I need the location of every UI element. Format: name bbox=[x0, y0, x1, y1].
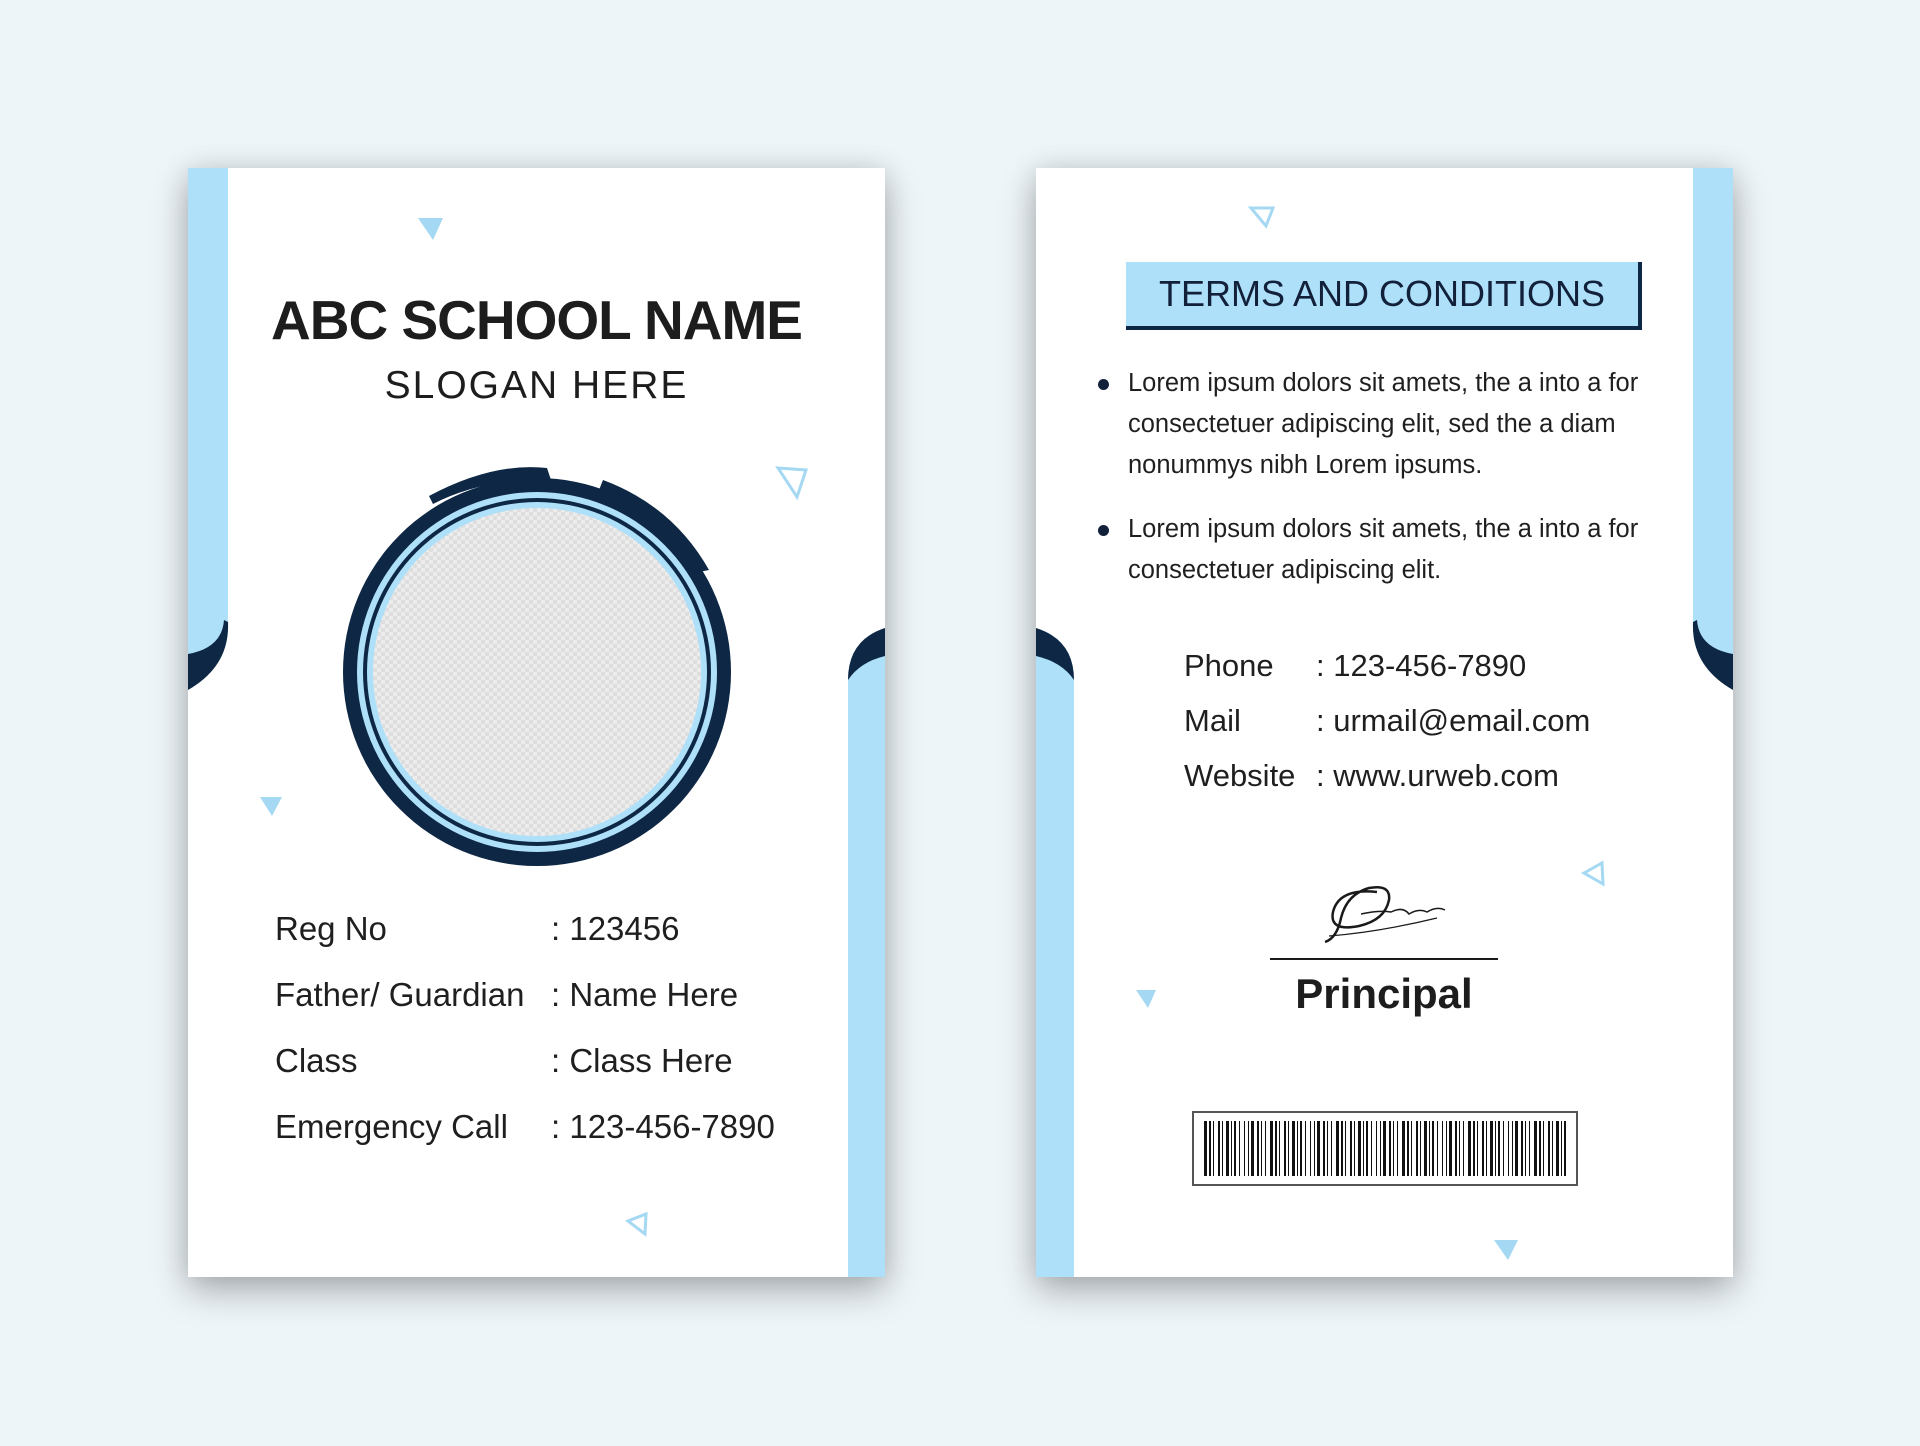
barcode-bar bbox=[1473, 1121, 1475, 1176]
school-slogan: SLOGAN HERE bbox=[384, 364, 689, 407]
barcode-bar bbox=[1265, 1121, 1266, 1176]
barcode-bar bbox=[1310, 1121, 1311, 1176]
barcode-bar bbox=[1432, 1121, 1434, 1176]
barcode-bar bbox=[1508, 1121, 1509, 1176]
barcode-bar bbox=[1525, 1121, 1526, 1176]
terms-item: Lorem ipsum dolors sit amets, the a into a for consectetuer adipiscing elit, sed the a diam nonummys nibh Lorem ipsums. bbox=[1090, 363, 1650, 486]
contact-row-website: Website : www.urweb.com bbox=[1184, 758, 1559, 793]
barcode-bar bbox=[1317, 1121, 1320, 1176]
barcode-bar bbox=[1363, 1121, 1364, 1176]
barcode-bar bbox=[1292, 1121, 1295, 1176]
info-row-guardian: Father/ Guardian : Name Here bbox=[275, 976, 739, 1013]
barcode-bar bbox=[1380, 1121, 1381, 1176]
photo-placeholder bbox=[333, 460, 741, 868]
barcode-bar bbox=[1279, 1121, 1280, 1176]
barcode-bar bbox=[1248, 1121, 1249, 1176]
contact-info bbox=[1184, 648, 1684, 813]
barcode-bar bbox=[1529, 1121, 1530, 1176]
barcode-bar bbox=[1226, 1121, 1229, 1176]
barcode-bar bbox=[1420, 1121, 1421, 1176]
barcode-bar bbox=[1244, 1121, 1245, 1176]
info-row-emergency: Emergency Call : 123-456-7890 bbox=[275, 1108, 775, 1145]
barcode-bar bbox=[1314, 1121, 1315, 1176]
barcode-bar bbox=[1486, 1121, 1487, 1176]
barcode-bar bbox=[1503, 1121, 1504, 1176]
barcode-bar bbox=[1402, 1121, 1405, 1176]
barcode-bar bbox=[1463, 1121, 1464, 1176]
barcode-bar bbox=[1534, 1121, 1537, 1176]
signature-line bbox=[1270, 958, 1498, 960]
barcode-bar bbox=[1366, 1121, 1368, 1176]
terms-item: Lorem ipsum dolors sit amets, the a into a for consectetuer adipiscing elit. bbox=[1090, 509, 1650, 591]
barcode-bar bbox=[1548, 1121, 1550, 1176]
barcode-bar bbox=[1449, 1121, 1452, 1176]
barcode-bar bbox=[1345, 1121, 1346, 1176]
info-row-class: Class : Class Here bbox=[275, 1042, 733, 1079]
principal-signature bbox=[1319, 878, 1449, 948]
school-name: ABC SCHOOL NAME bbox=[271, 289, 802, 351]
barcode-bar bbox=[1389, 1121, 1391, 1176]
barcode-bar bbox=[1495, 1121, 1496, 1176]
barcode-bar bbox=[1257, 1121, 1259, 1176]
barcode-bar bbox=[1407, 1121, 1409, 1176]
barcode-bar bbox=[1213, 1121, 1214, 1176]
barcode-bar bbox=[1218, 1121, 1220, 1176]
contact-row-mail: Mail : urmail@email.com bbox=[1184, 703, 1591, 738]
contact-row-phone: Phone : 123-456-7890 bbox=[1184, 648, 1527, 683]
barcode-bar bbox=[1231, 1121, 1232, 1176]
student-info bbox=[275, 910, 875, 1174]
barcode-bar bbox=[1204, 1121, 1207, 1176]
barcode-bar bbox=[1424, 1121, 1427, 1176]
barcode-bar bbox=[1288, 1121, 1289, 1176]
barcode-bar bbox=[1261, 1121, 1262, 1176]
barcode-bar bbox=[1300, 1121, 1302, 1176]
barcode-bar bbox=[1350, 1121, 1352, 1176]
barcode-bar bbox=[1455, 1121, 1457, 1176]
principal-label: Principal bbox=[1295, 970, 1473, 1017]
barcode-bar bbox=[1539, 1121, 1541, 1176]
barcode-bar bbox=[1305, 1121, 1306, 1176]
barcode-bar bbox=[1564, 1121, 1566, 1176]
barcode-bar bbox=[1521, 1121, 1523, 1176]
barcode-bar bbox=[1251, 1121, 1254, 1176]
barcode-bar bbox=[1323, 1121, 1325, 1176]
barcode-bar bbox=[1358, 1121, 1361, 1176]
barcode-bar bbox=[1284, 1121, 1286, 1176]
barcode-bar bbox=[1442, 1121, 1443, 1176]
info-row-reg-no: Reg No : 123456 bbox=[275, 910, 680, 947]
barcode-bar bbox=[1222, 1121, 1223, 1176]
barcode-bar bbox=[1552, 1121, 1553, 1176]
barcode-bar bbox=[1446, 1121, 1447, 1176]
barcode-bar bbox=[1397, 1121, 1398, 1176]
photo-slot[interactable] bbox=[373, 508, 701, 836]
barcode-bar bbox=[1429, 1121, 1430, 1176]
barcode-bar bbox=[1437, 1121, 1438, 1176]
barcode-bar bbox=[1561, 1121, 1562, 1176]
barcode-bar bbox=[1482, 1121, 1484, 1176]
barcode-bar bbox=[1297, 1121, 1298, 1176]
barcode-bar bbox=[1556, 1121, 1559, 1176]
barcode-bar bbox=[1234, 1121, 1236, 1176]
barcode-bar bbox=[1270, 1121, 1273, 1176]
barcode-bar bbox=[1498, 1121, 1500, 1176]
barcode-bar bbox=[1341, 1121, 1343, 1176]
terms-list bbox=[1090, 363, 1650, 614]
id-card-back bbox=[1036, 168, 1733, 1277]
barcode-bar bbox=[1468, 1121, 1471, 1176]
barcode-bar bbox=[1512, 1121, 1513, 1176]
barcode-bar bbox=[1459, 1121, 1460, 1176]
barcode-bar bbox=[1543, 1121, 1544, 1176]
barcode-bar bbox=[1376, 1121, 1377, 1176]
barcode-bar bbox=[1477, 1121, 1478, 1176]
barcode-bar bbox=[1336, 1121, 1339, 1176]
barcode-bar bbox=[1331, 1121, 1332, 1176]
barcode-bar bbox=[1327, 1121, 1328, 1176]
barcode-bar bbox=[1354, 1121, 1355, 1176]
terms-title: TERMS AND CONDITIONS bbox=[1126, 262, 1642, 330]
id-card-front bbox=[188, 168, 885, 1277]
barcode-bar bbox=[1515, 1121, 1518, 1176]
barcode-bar bbox=[1209, 1121, 1211, 1176]
barcode-bar bbox=[1393, 1121, 1394, 1176]
barcode-bar bbox=[1490, 1121, 1493, 1176]
barcode-bar bbox=[1411, 1121, 1412, 1176]
barcode-bar bbox=[1383, 1121, 1386, 1176]
barcode-bar bbox=[1416, 1121, 1418, 1176]
barcode bbox=[1192, 1111, 1578, 1186]
barcode-bar bbox=[1239, 1121, 1240, 1176]
barcode-bar bbox=[1275, 1121, 1277, 1176]
barcode-bar bbox=[1371, 1121, 1372, 1176]
